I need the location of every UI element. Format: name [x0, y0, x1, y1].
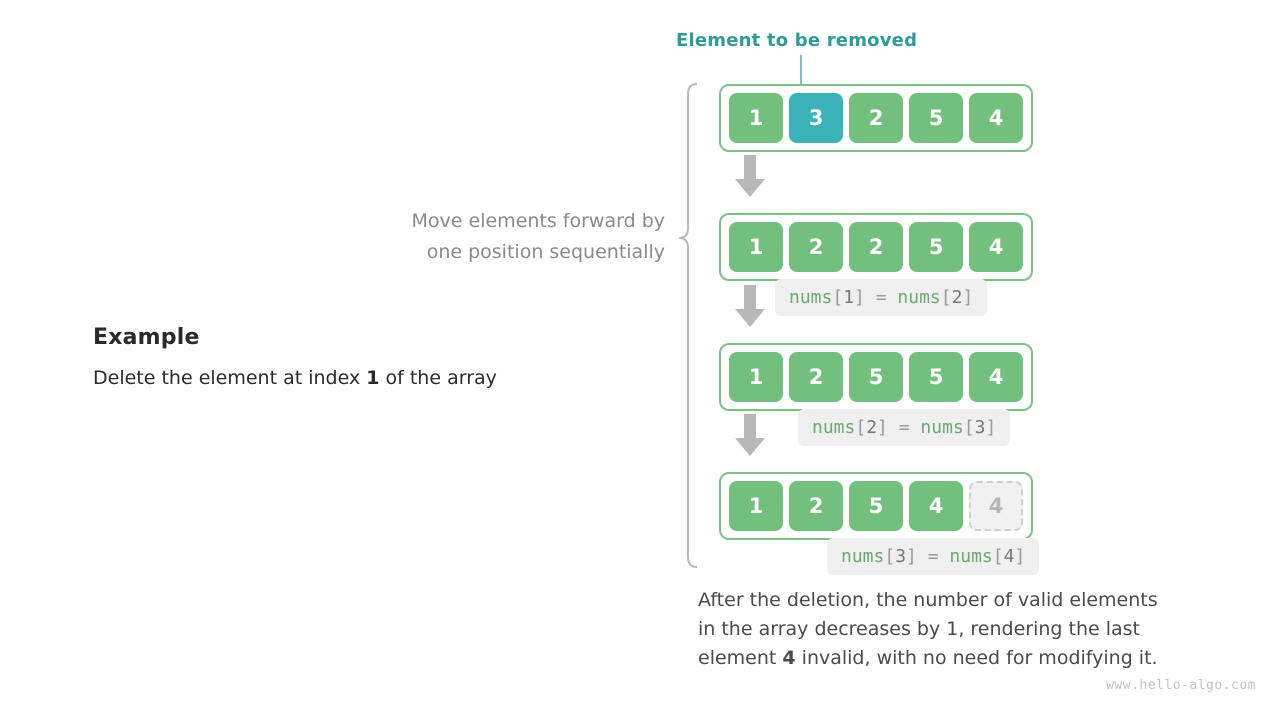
- array-cell: 5: [909, 222, 963, 272]
- array-cell: 2: [849, 222, 903, 272]
- code-assign-2: nums[2] = nums[3]: [798, 409, 1010, 446]
- array-cell: 1: [729, 352, 783, 402]
- watermark: www.hello-algo.com: [1106, 678, 1256, 693]
- code-dst-index: 2: [866, 417, 878, 438]
- array-cell: 5: [849, 481, 903, 531]
- code-src-index: 2: [951, 287, 963, 308]
- footer-line2: in the array decreases by 1, rendering the last: [698, 618, 1141, 640]
- footer-line1: After the deletion, the number of valid elements: [698, 589, 1158, 611]
- array-cell: 5: [909, 352, 963, 402]
- code-dst-var: nums: [789, 287, 833, 308]
- example-desc-index: 1: [366, 367, 380, 389]
- footer-line3-after: invalid, with no need for modifying it.: [795, 647, 1158, 669]
- footer-line3-value: 4: [782, 647, 796, 669]
- array-cell: 2: [789, 481, 843, 531]
- move-caption-line2: one position sequentially: [426, 241, 665, 263]
- code-assign-3: nums[3] = nums[4]: [827, 538, 1039, 575]
- array-cell: 5: [849, 352, 903, 402]
- array-cell: 1: [729, 222, 783, 272]
- code-src-var: nums: [949, 546, 993, 567]
- example-description: [93, 367, 497, 389]
- array-cell: 1: [729, 481, 783, 531]
- footer-line3-before: element: [698, 647, 783, 669]
- example-desc-after: of the array: [379, 367, 497, 389]
- code-dst-var: nums: [841, 546, 885, 567]
- code-assign-1: nums[1] = nums[2]: [775, 279, 987, 316]
- array-cell: 2: [789, 222, 843, 272]
- code-src-var: nums: [920, 417, 964, 438]
- down-arrow-icon: [735, 285, 765, 327]
- array-initial: [719, 84, 1033, 152]
- code-src-var: nums: [897, 287, 941, 308]
- array-cell: 1: [729, 93, 783, 143]
- array-cell: 2: [849, 93, 903, 143]
- down-arrow-icon: [735, 155, 765, 197]
- move-caption: [360, 206, 665, 268]
- code-dst-var: nums: [812, 417, 856, 438]
- array-step3: [719, 472, 1033, 540]
- array-cell: 4: [969, 352, 1023, 402]
- example-heading: Example: [93, 325, 200, 350]
- move-caption-line1: Move elements forward by: [411, 210, 665, 232]
- array-step2: [719, 343, 1033, 411]
- footer-note: [698, 586, 1218, 673]
- array-cell: 4: [909, 481, 963, 531]
- down-arrow-icon: [735, 414, 765, 456]
- array-step1: [719, 213, 1033, 281]
- array-cell: 5: [909, 93, 963, 143]
- page-title: Element to be removed: [676, 30, 918, 51]
- array-cell: 2: [789, 352, 843, 402]
- code-dst-index: 1: [843, 287, 855, 308]
- code-src-index: 3: [974, 417, 986, 438]
- array-cell: 4: [969, 93, 1023, 143]
- array-cell: 4: [969, 222, 1023, 272]
- array-cell: 4: [969, 481, 1023, 531]
- code-src-index: 4: [1003, 546, 1015, 567]
- code-dst-index: 3: [895, 546, 907, 567]
- array-cell: 3: [789, 93, 843, 143]
- left-brace-icon: [679, 84, 697, 567]
- example-desc-before: Delete the element at index: [93, 367, 367, 389]
